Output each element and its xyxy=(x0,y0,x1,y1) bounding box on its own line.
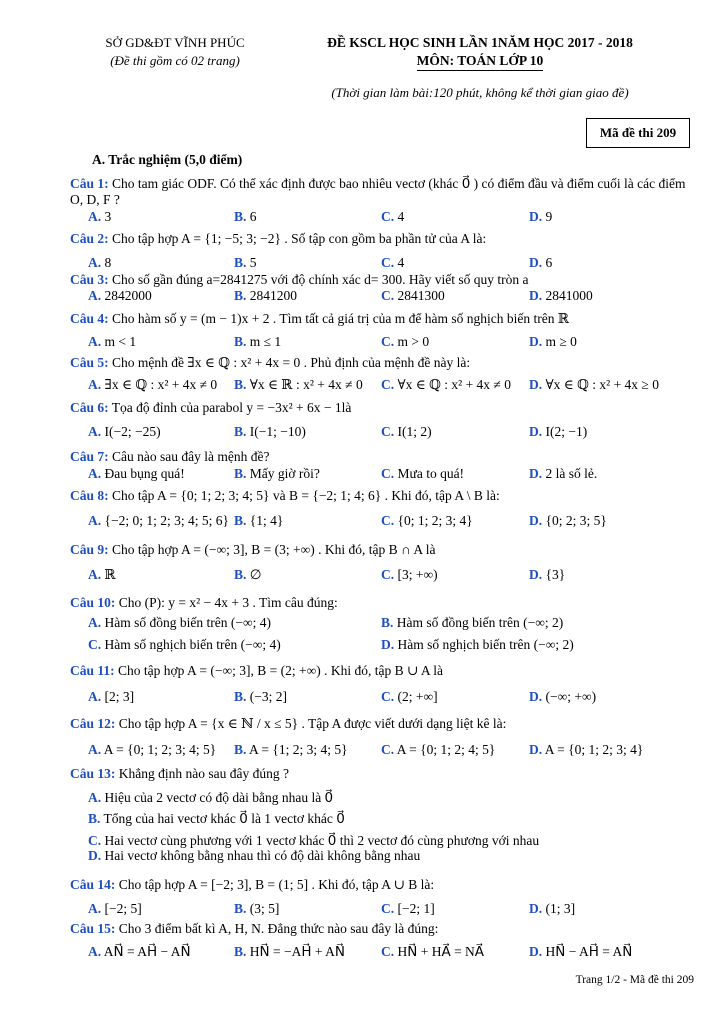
option-letter: C. xyxy=(381,466,395,481)
option-c[interactable] xyxy=(381,466,464,482)
option-letter: B. xyxy=(234,377,247,392)
option-letter: A. xyxy=(88,689,102,704)
option-text: A = {0; 1; 2; 3; 4; 5} xyxy=(101,742,217,757)
option-text: 4 xyxy=(394,209,405,224)
option-letter: B. xyxy=(234,689,247,704)
option-text: 2841300 xyxy=(394,288,445,303)
option-text: [2; 3] xyxy=(101,689,135,704)
option-text: m > 0 xyxy=(394,334,430,349)
option-text: Mưa to quá! xyxy=(394,466,465,481)
option-d[interactable] xyxy=(529,567,565,583)
question-label: Câu 1: xyxy=(70,176,109,191)
question-label: Câu 7: xyxy=(70,449,109,464)
option-letter: D. xyxy=(529,567,543,582)
option-text: 5 xyxy=(246,255,257,270)
option-b[interactable] xyxy=(88,811,345,827)
department-name: SỞ GD&ĐT VĨNH PHÚC xyxy=(105,35,245,50)
question-5 xyxy=(70,355,695,371)
option-b[interactable] xyxy=(234,377,363,393)
option-letter: A. xyxy=(88,567,102,582)
option-b[interactable] xyxy=(234,944,345,960)
option-b[interactable] xyxy=(381,615,563,631)
question-label: Câu 10: xyxy=(70,595,116,610)
option-c[interactable] xyxy=(381,424,432,440)
option-text: ℝ xyxy=(101,567,116,582)
question-1 xyxy=(70,176,695,208)
option-text: HN⃗ − AH⃗ = AN⃗ xyxy=(542,944,633,959)
option-d[interactable] xyxy=(529,901,575,917)
option-letter: C. xyxy=(381,377,395,392)
option-c[interactable] xyxy=(381,209,404,225)
question-text: Cho mệnh đề ∃x ∈ ℚ : x² + 4x = 0 . Phủ định của mệnh đề này là: xyxy=(108,355,471,370)
option-d[interactable] xyxy=(529,944,632,960)
option-letter: C. xyxy=(381,944,395,959)
option-c[interactable] xyxy=(88,833,539,849)
option-text: Hiệu của 2 vectơ có độ dài bằng nhau là 0⃗ xyxy=(101,790,334,805)
option-a[interactable] xyxy=(88,567,116,583)
option-c[interactable] xyxy=(381,944,484,960)
option-d[interactable] xyxy=(529,466,597,482)
option-a[interactable] xyxy=(88,901,142,917)
option-b[interactable] xyxy=(234,901,279,917)
question-label: Câu 5: xyxy=(70,355,109,370)
question-text: Cho tam giác ODF. Có thể xác định được bao nhiêu vectơ (khác 0⃗ ) có điểm đầu và điểm cuối là các điểm O, D, F ? xyxy=(70,176,686,207)
option-a[interactable] xyxy=(88,615,271,631)
option-text: 8 xyxy=(101,255,112,270)
option-a[interactable] xyxy=(88,513,229,529)
option-letter: B. xyxy=(234,944,247,959)
question-label: Câu 3: xyxy=(70,272,109,287)
question-12 xyxy=(70,716,695,732)
option-text: (−3; 2] xyxy=(246,689,287,704)
section-title: A. Trắc nghiệm (5,0 điểm) xyxy=(92,152,243,167)
option-c[interactable] xyxy=(381,689,438,705)
option-text: Hai vectơ cùng phương với 1 vectơ khác 0⃗ thì 2 vectơ đó cùng phương với nhau xyxy=(101,833,540,848)
option-letter: A. xyxy=(88,790,102,805)
option-letter: A. xyxy=(88,466,102,481)
header-left xyxy=(60,34,290,70)
option-c[interactable] xyxy=(381,742,495,758)
option-letter: D. xyxy=(529,513,543,528)
option-text: I(2; −1) xyxy=(542,424,588,439)
option-text: 6 xyxy=(542,255,553,270)
option-letter: D. xyxy=(529,901,543,916)
question-text: Cho số gần đúng a=2841275 với độ chính xác d= 300. Hãy viết số quy tròn a xyxy=(108,272,529,287)
option-letter: B. xyxy=(234,209,247,224)
question-label: Câu 11: xyxy=(70,663,115,678)
option-text: 6 xyxy=(246,209,257,224)
option-text: HN⃗ = −AH⃗ + AN⃗ xyxy=(246,944,345,959)
option-letter: A. xyxy=(88,255,102,270)
option-a[interactable] xyxy=(88,790,333,806)
option-text: m ≤ 1 xyxy=(246,334,282,349)
option-letter: D. xyxy=(529,209,543,224)
option-letter: D. xyxy=(381,637,395,652)
option-letter: D. xyxy=(529,255,543,270)
option-letter: D. xyxy=(529,944,543,959)
option-letter: B. xyxy=(234,742,247,757)
option-letter: C. xyxy=(381,334,395,349)
question-7 xyxy=(70,449,695,465)
option-text: 2841000 xyxy=(542,288,593,303)
option-b[interactable] xyxy=(234,689,287,705)
option-text: Tổng của hai vectơ khác 0⃗ là 1 vectơ khác 0⃗ xyxy=(100,811,345,826)
option-text: 4 xyxy=(394,255,405,270)
option-letter: B. xyxy=(234,513,247,528)
option-a[interactable] xyxy=(88,742,216,758)
option-letter: B. xyxy=(88,811,101,826)
option-letter: A. xyxy=(88,742,102,757)
option-text: Hàm số nghịch biến trên (−∞; 2) xyxy=(394,637,574,652)
option-a[interactable] xyxy=(88,466,185,482)
option-d[interactable] xyxy=(529,424,587,440)
question-text: Khẳng định nào sau đây đúng ? xyxy=(115,766,289,781)
option-text: I(−1; −10) xyxy=(246,424,306,439)
option-text: m ≥ 0 xyxy=(542,334,577,349)
option-c[interactable] xyxy=(381,567,438,583)
option-a[interactable] xyxy=(88,377,217,393)
option-text: {0; 2; 3; 5} xyxy=(542,513,607,528)
option-letter: A. xyxy=(88,944,102,959)
option-text: Đau bụng quá! xyxy=(101,466,185,481)
option-letter: C. xyxy=(381,689,395,704)
question-text: Câu nào sau đây là mệnh đề? xyxy=(108,449,270,464)
option-letter: B. xyxy=(234,567,247,582)
option-text: 2841200 xyxy=(246,288,298,303)
question-label: Câu 8: xyxy=(70,488,109,503)
question-14 xyxy=(70,877,695,893)
option-text: {1; 4} xyxy=(246,513,284,528)
option-d[interactable] xyxy=(529,742,643,758)
option-c[interactable] xyxy=(381,288,445,304)
option-text: 2 là số lẻ. xyxy=(542,466,598,481)
option-text: ∀x ∈ ℚ : x² + 4x ≥ 0 xyxy=(542,377,659,392)
option-d[interactable] xyxy=(529,255,552,271)
option-letter: C. xyxy=(381,742,395,757)
question-text: Cho tập hợp A = (−∞; 3], B = (2; +∞) . Khi đó, tập B ∪ A là xyxy=(114,663,444,678)
question-text: Tọa độ đỉnh của parabol y = −3x² + 6x − 1là xyxy=(108,400,352,415)
option-letter: D. xyxy=(529,288,543,303)
option-text: Hàm số đồng biến trên (−∞; 4) xyxy=(101,615,271,630)
option-text: {3} xyxy=(542,567,566,582)
option-letter: A. xyxy=(88,424,102,439)
option-a[interactable] xyxy=(88,424,161,440)
option-letter: C. xyxy=(88,637,102,652)
option-text: ∅ xyxy=(246,567,262,582)
option-text: ∀x ∈ ℚ : x² + 4x ≠ 0 xyxy=(394,377,511,392)
option-text: [−2; 5] xyxy=(101,901,142,916)
question-label: Câu 9: xyxy=(70,542,109,557)
option-letter: D. xyxy=(529,689,543,704)
question-label: Câu 15: xyxy=(70,921,116,936)
question-3 xyxy=(70,272,695,288)
option-c[interactable] xyxy=(88,637,281,653)
option-b[interactable] xyxy=(234,209,257,225)
option-letter: D. xyxy=(529,334,543,349)
question-label: Câu 13: xyxy=(70,766,116,781)
option-letter: D. xyxy=(529,466,543,481)
pages-note: (Đề thi gồm có 02 trang) xyxy=(110,53,240,68)
option-letter: A. xyxy=(88,209,102,224)
option-b[interactable] xyxy=(234,742,348,758)
question-label: Câu 4: xyxy=(70,311,109,326)
question-text: Cho tập hợp A = {1; −5; 3; −2} . Số tập con gồm ba phần tử của A là: xyxy=(108,231,487,246)
option-letter: D. xyxy=(529,742,543,757)
question-text: Cho tập hợp A = {x ∈ ℕ / x ≤ 5} . Tập A được viết dưới dạng liệt kê là: xyxy=(115,716,507,731)
option-d[interactable] xyxy=(529,513,607,529)
question-text: Cho (P): y = x² − 4x + 3 . Tìm câu đúng: xyxy=(115,595,338,610)
option-a[interactable] xyxy=(88,689,134,705)
option-text: {0; 1; 2; 3; 4} xyxy=(394,513,473,528)
page-footer: Trang 1/2 - Mã đề thi 209 xyxy=(575,974,694,986)
option-letter: B. xyxy=(234,901,247,916)
option-text: {−2; 0; 1; 2; 3; 4; 5; 6} xyxy=(101,513,229,528)
option-b[interactable] xyxy=(234,424,306,440)
option-text: ∀x ∈ ℝ : x² + 4x ≠ 0 xyxy=(246,377,363,392)
option-d[interactable] xyxy=(381,637,574,653)
option-letter: C. xyxy=(381,567,395,582)
option-letter: A. xyxy=(88,901,102,916)
option-b[interactable] xyxy=(234,288,297,304)
question-11 xyxy=(70,663,695,679)
exam-subject: MÔN: TOÁN LỚP 10 xyxy=(417,52,544,71)
option-letter: D. xyxy=(529,377,543,392)
question-13 xyxy=(70,766,695,782)
option-letter: B. xyxy=(234,424,247,439)
option-c[interactable] xyxy=(381,513,473,529)
option-a[interactable] xyxy=(88,288,152,304)
option-text: ∃x ∈ ℚ : x² + 4x ≠ 0 xyxy=(101,377,218,392)
option-letter: C. xyxy=(88,833,102,848)
option-a[interactable] xyxy=(88,209,111,225)
header-right xyxy=(300,34,660,71)
option-text: m < 1 xyxy=(101,334,137,349)
option-text: A = {0; 1; 2; 4; 5} xyxy=(394,742,496,757)
option-d[interactable] xyxy=(529,209,552,225)
option-a[interactable] xyxy=(88,255,111,271)
option-text: HN⃗ + HA⃗ = NA⃗ xyxy=(394,944,485,959)
time-note: (Thời gian làm bài:120 phút, không kể thời gian giao đề) xyxy=(331,85,629,100)
option-text: Hàm số đồng biến trên (−∞; 2) xyxy=(393,615,564,630)
option-letter: C. xyxy=(381,901,395,916)
question-label: Câu 12: xyxy=(70,716,116,731)
option-d[interactable] xyxy=(529,288,593,304)
option-b[interactable] xyxy=(234,334,281,350)
option-letter: A. xyxy=(88,334,102,349)
option-b[interactable] xyxy=(234,466,320,482)
option-c[interactable] xyxy=(381,334,429,350)
option-letter: D. xyxy=(88,848,102,863)
option-text: Hai vectơ không bằng nhau thì có độ dài không bằng nhau xyxy=(101,848,421,863)
option-letter: B. xyxy=(234,334,247,349)
question-text: Cho hàm số y = (m − 1)x + 2 . Tìm tất cả giá trị của m để hàm số nghịch biến trên ℝ xyxy=(108,311,570,326)
option-text: (1; 3] xyxy=(542,901,576,916)
option-text: [−2; 1] xyxy=(394,901,435,916)
option-text: (3; 5] xyxy=(246,901,280,916)
option-b[interactable] xyxy=(234,567,262,583)
exam-title: ĐỀ KSCL HỌC SINH LẦN 1NĂM HỌC 2017 - 2018 xyxy=(327,35,633,50)
question-4 xyxy=(70,311,695,327)
option-text: Hàm số nghịch biến trên (−∞; 4) xyxy=(101,637,281,652)
option-text: [3; +∞) xyxy=(394,567,438,582)
question-label: Câu 6: xyxy=(70,400,109,415)
option-letter: A. xyxy=(88,615,102,630)
question-label: Câu 2: xyxy=(70,231,109,246)
option-text: I(1; 2) xyxy=(394,424,432,439)
option-d[interactable] xyxy=(529,334,577,350)
option-text: A = {1; 2; 3; 4; 5} xyxy=(246,742,348,757)
option-letter: A. xyxy=(88,513,102,528)
question-8 xyxy=(70,488,695,504)
question-2 xyxy=(70,231,695,247)
question-10 xyxy=(70,595,695,611)
question-text: Cho tập A = {0; 1; 2; 3; 4; 5} và B = {−2; 1; 4; 6} . Khi đó, tập A \ B là: xyxy=(108,488,500,503)
option-letter: A. xyxy=(88,288,102,303)
option-letter: C. xyxy=(381,288,395,303)
option-text: (2; +∞] xyxy=(394,689,438,704)
question-15 xyxy=(70,921,695,937)
option-b[interactable] xyxy=(234,513,283,529)
option-letter: C. xyxy=(381,513,395,528)
option-b[interactable] xyxy=(234,255,257,271)
question-text: Cho 3 điểm bất kì A, H, N. Đẳng thức nào sau đây là đúng: xyxy=(115,921,439,936)
option-text: 9 xyxy=(542,209,553,224)
option-text: 2842000 xyxy=(101,288,152,303)
option-a[interactable] xyxy=(88,334,136,350)
option-text: Mấy giờ rồi? xyxy=(246,466,320,481)
option-letter: B. xyxy=(234,255,247,270)
option-letter: B. xyxy=(234,466,247,481)
question-text: Cho tập hợp A = (−∞; 3], B = (3; +∞) . Khi đó, tập B ∩ A là xyxy=(108,542,436,557)
question-text: Cho tập hợp A = [−2; 3], B = (1; 5] . Khi đó, tập A ∪ B là: xyxy=(115,877,435,892)
question-9 xyxy=(70,542,695,558)
option-c[interactable] xyxy=(381,255,404,271)
option-text: I(−2; −25) xyxy=(101,424,161,439)
option-letter: B. xyxy=(381,615,394,630)
option-d[interactable] xyxy=(529,377,659,393)
option-d[interactable] xyxy=(88,848,420,864)
option-a[interactable] xyxy=(88,944,191,960)
option-text: A = {0; 1; 2; 3; 4} xyxy=(542,742,644,757)
question-label: Câu 14: xyxy=(70,877,116,892)
option-letter: A. xyxy=(88,377,102,392)
option-c[interactable] xyxy=(381,901,435,917)
option-letter: C. xyxy=(381,424,395,439)
option-d[interactable] xyxy=(529,689,596,705)
option-letter: B. xyxy=(234,288,247,303)
option-text: 3 xyxy=(101,209,112,224)
option-letter: C. xyxy=(381,209,395,224)
option-text: AN⃗ = AH⃗ − AN⃗ xyxy=(101,944,191,959)
question-6 xyxy=(70,400,695,416)
option-text: (−∞; +∞) xyxy=(542,689,597,704)
option-letter: D. xyxy=(529,424,543,439)
exam-code-box: Mã đề thi 209 xyxy=(586,118,690,148)
option-c[interactable] xyxy=(381,377,511,393)
option-letter: C. xyxy=(381,255,395,270)
